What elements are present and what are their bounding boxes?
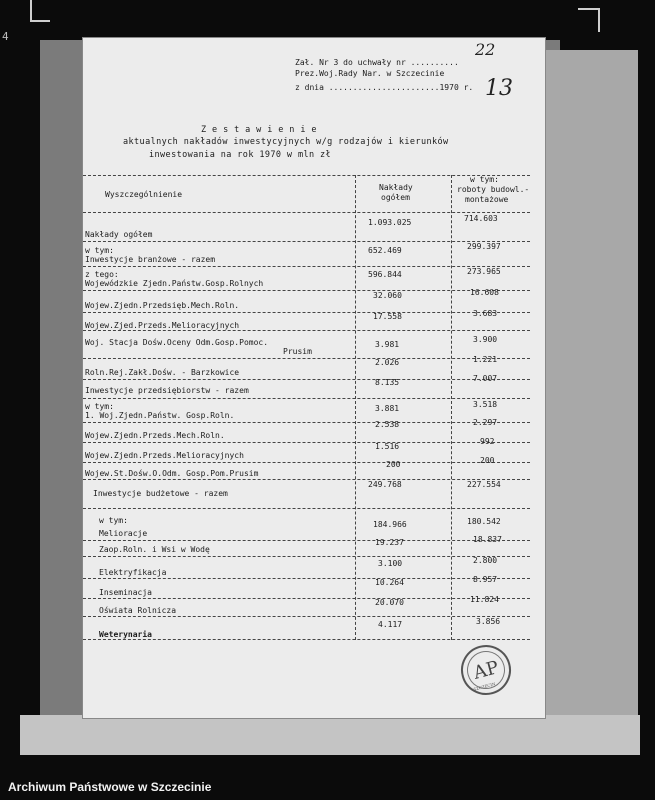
- column-header-works-2: roboty budowl.-: [457, 185, 530, 194]
- row-works: 11.824: [470, 595, 499, 604]
- row-total: 1.516: [375, 442, 400, 451]
- attachment-line-3: z dnia .......................1970 r.: [295, 83, 474, 92]
- row-total: 3.981: [375, 340, 400, 349]
- row-prefix: w tym:: [99, 516, 128, 525]
- row-label: Weterynaria: [99, 630, 152, 639]
- row-total: 3.881: [375, 404, 400, 413]
- row-prefix: w tym:: [85, 246, 114, 255]
- handwritten-number-right: 13: [485, 76, 513, 101]
- title-line-3: inwestowania na rok 1970 w mln zł: [149, 150, 332, 160]
- row-total: 20.070: [375, 598, 404, 607]
- row-works: 2.800: [473, 556, 498, 565]
- row-works: 1.221: [473, 355, 498, 364]
- handwritten-number-top: 22: [475, 40, 496, 59]
- row-works: 3.518: [473, 400, 498, 409]
- row-divider: [83, 616, 530, 617]
- row-works: 227.554: [467, 480, 501, 489]
- row-label: Wojew.Zjedn.Przedsięb.Mech.Roln.: [85, 301, 240, 310]
- row-divider: [83, 379, 530, 380]
- row-divider: [83, 290, 530, 291]
- row-divider: [83, 598, 530, 599]
- row-divider: [83, 442, 530, 443]
- column-divider-1: [355, 175, 356, 640]
- film-frame-number: 4: [2, 30, 9, 43]
- row-divider: [83, 266, 530, 267]
- row-works: 992: [480, 437, 495, 446]
- title-line-1: Z e s t a w i e n i e: [201, 125, 317, 135]
- row-total: 652.469: [368, 246, 402, 255]
- row-label: 1. Woj.Zjedn.Państw. Gosp.Roln.: [85, 411, 235, 420]
- row-total: 200: [386, 460, 401, 469]
- row-label: Wojew.St.Dośw.O.Odm. Gosp.Pom.Prusim: [85, 469, 259, 478]
- crop-mark-top-left: [30, 0, 50, 22]
- title-line-2: aktualnych nakładów inwestycyjnych w/g rodzajów i kierunków: [123, 137, 449, 147]
- row-label: Wojew.Zjedn.Przeds.Melioracyjnych: [85, 451, 244, 460]
- row-label: Zaop.Roln. i Wsi w Wodę: [99, 545, 210, 554]
- attachment-line-1: Zał. Nr 3 do uchwały nr ..........: [295, 58, 459, 67]
- archive-footer-label: Archiwum Państwowe w Szczecinie: [8, 780, 212, 794]
- row-works: 3.900: [473, 335, 498, 344]
- column-header-description: Wyszczególnienie: [105, 190, 183, 199]
- row-works: 714.603: [464, 214, 498, 223]
- row-works: 8.957: [473, 575, 498, 584]
- row-total: 8.135: [375, 378, 400, 387]
- column-header-total-1: Nakłady: [379, 183, 413, 192]
- row-total: 596.844: [368, 270, 402, 279]
- row-works: 299.397: [467, 242, 501, 251]
- row-label: Nakłady ogółem: [85, 230, 153, 239]
- row-label: Wojew.Zjedn.Przeds.Mech.Roln.: [85, 431, 225, 440]
- row-divider: [83, 312, 530, 313]
- attachment-line-2: Prez.Woj.Rady Nar. w Szczecinie: [295, 69, 445, 78]
- row-divider: [83, 330, 530, 331]
- row-works: 3.856: [476, 617, 501, 626]
- row-prefix: z tego:: [85, 270, 119, 279]
- table-top-line: [83, 175, 530, 176]
- bottom-paper-edge: [20, 715, 640, 755]
- row-works: 18.837: [473, 535, 502, 544]
- row-label: Inwestycje branżowe - razem: [85, 255, 216, 264]
- row-total: 4.117: [378, 620, 403, 629]
- row-divider: [83, 479, 530, 480]
- column-header-works-3: montażowe: [465, 195, 509, 204]
- row-total: 1.093.025: [368, 218, 412, 227]
- row-total: 17.558: [373, 312, 402, 321]
- archive-stamp: [455, 639, 516, 700]
- row-total: 184.966: [373, 520, 407, 529]
- table-bottom-line: [83, 639, 530, 640]
- row-total: 249.768: [368, 480, 402, 489]
- row-works: 2.297: [473, 418, 498, 427]
- row-label: Woj. Stacja Dośw.Oceny Odm.Gosp.Pomoc.: [85, 338, 269, 347]
- stamp-ring-text: SZCZECIN: [472, 681, 496, 692]
- row-total: 2.538: [375, 420, 400, 429]
- header-bottom-line: [83, 212, 530, 213]
- row-divider: [83, 422, 530, 423]
- crop-mark-top-right: [578, 8, 600, 32]
- row-total: 2.026: [375, 358, 400, 367]
- column-divider-2: [451, 175, 452, 640]
- row-label: Inseminacja: [99, 588, 152, 597]
- row-label: Roln.Rej.Zakł.Dośw. - Barzkowice: [85, 368, 240, 377]
- row-divider: [83, 358, 530, 359]
- row-total: 19.237: [375, 538, 404, 547]
- row-divider: [83, 556, 530, 557]
- document-page: [83, 38, 545, 718]
- row-label: Melioracje: [99, 529, 148, 538]
- row-works: 273.965: [467, 267, 501, 276]
- row-label: Wojew.Zjed.Przeds.Melioracyjnych: [85, 321, 240, 330]
- row-works: 180.542: [467, 517, 501, 526]
- row-works: 200: [480, 456, 495, 465]
- row-total: 10.264: [375, 578, 404, 587]
- stamp-monogram: AP: [471, 656, 501, 684]
- row-label-continued: Prusim: [283, 347, 312, 356]
- row-divider: [83, 578, 530, 579]
- row-total: 32.060: [373, 291, 402, 300]
- row-divider: [83, 540, 530, 541]
- row-divider: [83, 241, 530, 242]
- row-label: Elektryfikacja: [99, 568, 167, 577]
- row-label: Inwestycje przedsiębiorstw - razem: [85, 386, 249, 395]
- row-works: 7.007: [473, 374, 498, 383]
- row-works: 3.683: [473, 309, 498, 318]
- row-total: 3.100: [378, 559, 403, 568]
- row-label: Wojewódzkie Zjedn.Państw.Gosp.Rolnych: [85, 279, 264, 288]
- column-header-works-1: w tym:: [470, 175, 499, 184]
- column-header-total-2: ogółem: [381, 193, 410, 202]
- row-divider: [83, 398, 530, 399]
- row-label: Oświata Rolnicza: [99, 606, 177, 615]
- row-prefix: w tym:: [85, 402, 114, 411]
- row-works: 16.608: [470, 288, 499, 297]
- row-divider: [83, 508, 530, 509]
- row-divider: [83, 462, 530, 463]
- row-label-section: Inwestycje budżetowe - razem: [93, 489, 228, 498]
